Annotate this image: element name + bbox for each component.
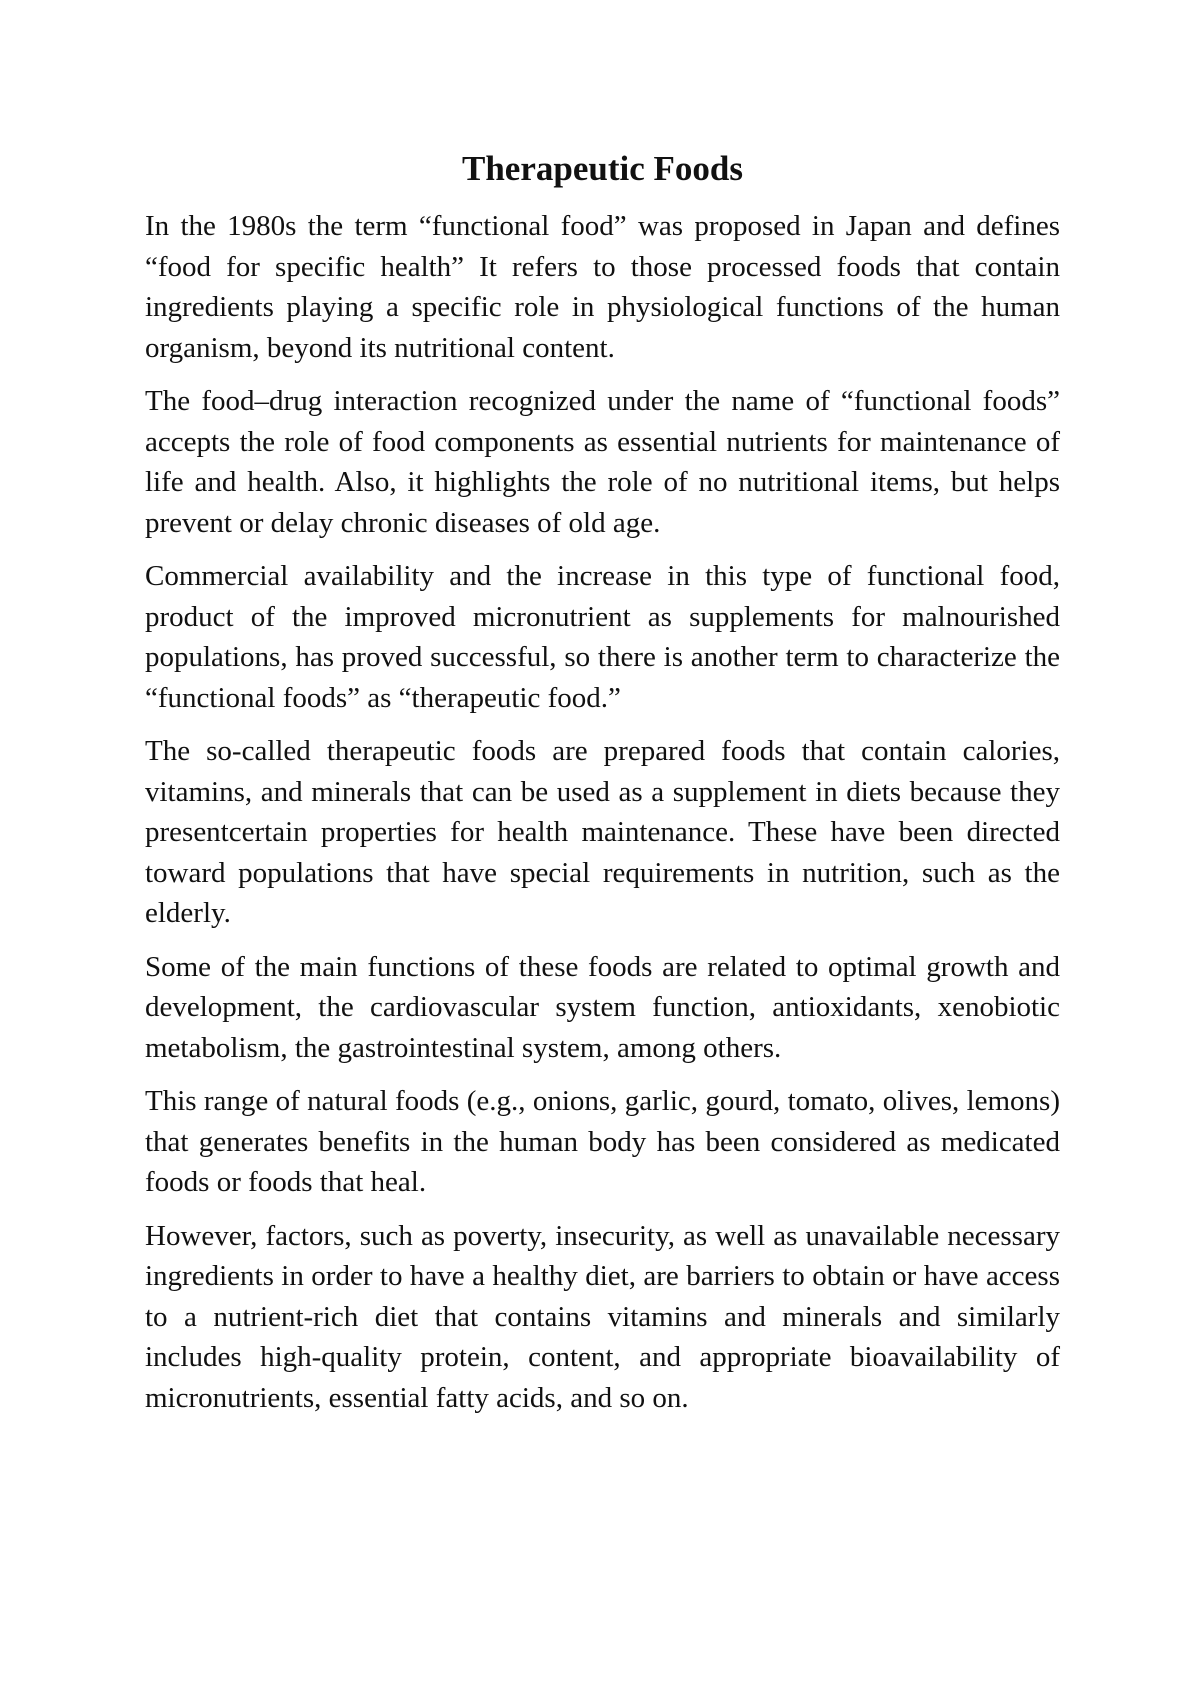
paragraph-7: However, factors, such as poverty, insecurity, as well as unavailable necessary ingredients in order to have a healthy diet, are barriers to obtain or have access to a nutrient-rich diet that contains vitamins and minerals and similarly includes high-quality protein, content, and appropriate bioavailability of micronutrients, essential fatty acids, and so on. [145,1219,1060,1414]
paragraph-4: The so-called therapeutic foods are prepared foods that contain calories, vitamins, and minerals that can be used as a supplement in diets because they presentcertain properties for health maintenance. These have been directed toward populations that have special requirements in nutrition, such as the elderly. [145,735,1060,929]
paragraph-3: Commercial availability and the increase in this type of functional food, product of the improved micronutrient as supplements for malnourished populations, has proved successful, so there is another term to characterize the “functional foods” as “therapeutic food.” [145,560,1060,714]
page-title: Therapeutic Foods [462,149,743,188]
paragraph-5: Some of the main functions of these foods are related to optimal growth and development, the cardiovascular system function, antioxidants, xenobiotic metabolism, the gastrointestinal system, among others. [145,950,1060,1064]
paragraph-1: In the 1980s the term “functional food” was proposed in Japan and defines “food for specific health” It refers to those processed foods that contain ingredients playing a specific role in physiological functions of the human organism, beyond its nutritional content. [145,210,1060,364]
paragraph-6: This range of natural foods (e.g., onions, garlic, gourd, tomato, olives, lemons) that generates benefits in the human body has been considered as medicated foods or foods that heal. [145,1085,1060,1198]
paragraph-2: The food–drug interaction recognized under the name of “functional foods” accepts the role of food components as essential nutrients for maintenance of life and health. Also, it highlights the role of no nutritional items, but helps prevent or delay chronic diseases of old age. [145,385,1060,539]
document-body [145,146,1060,1431]
